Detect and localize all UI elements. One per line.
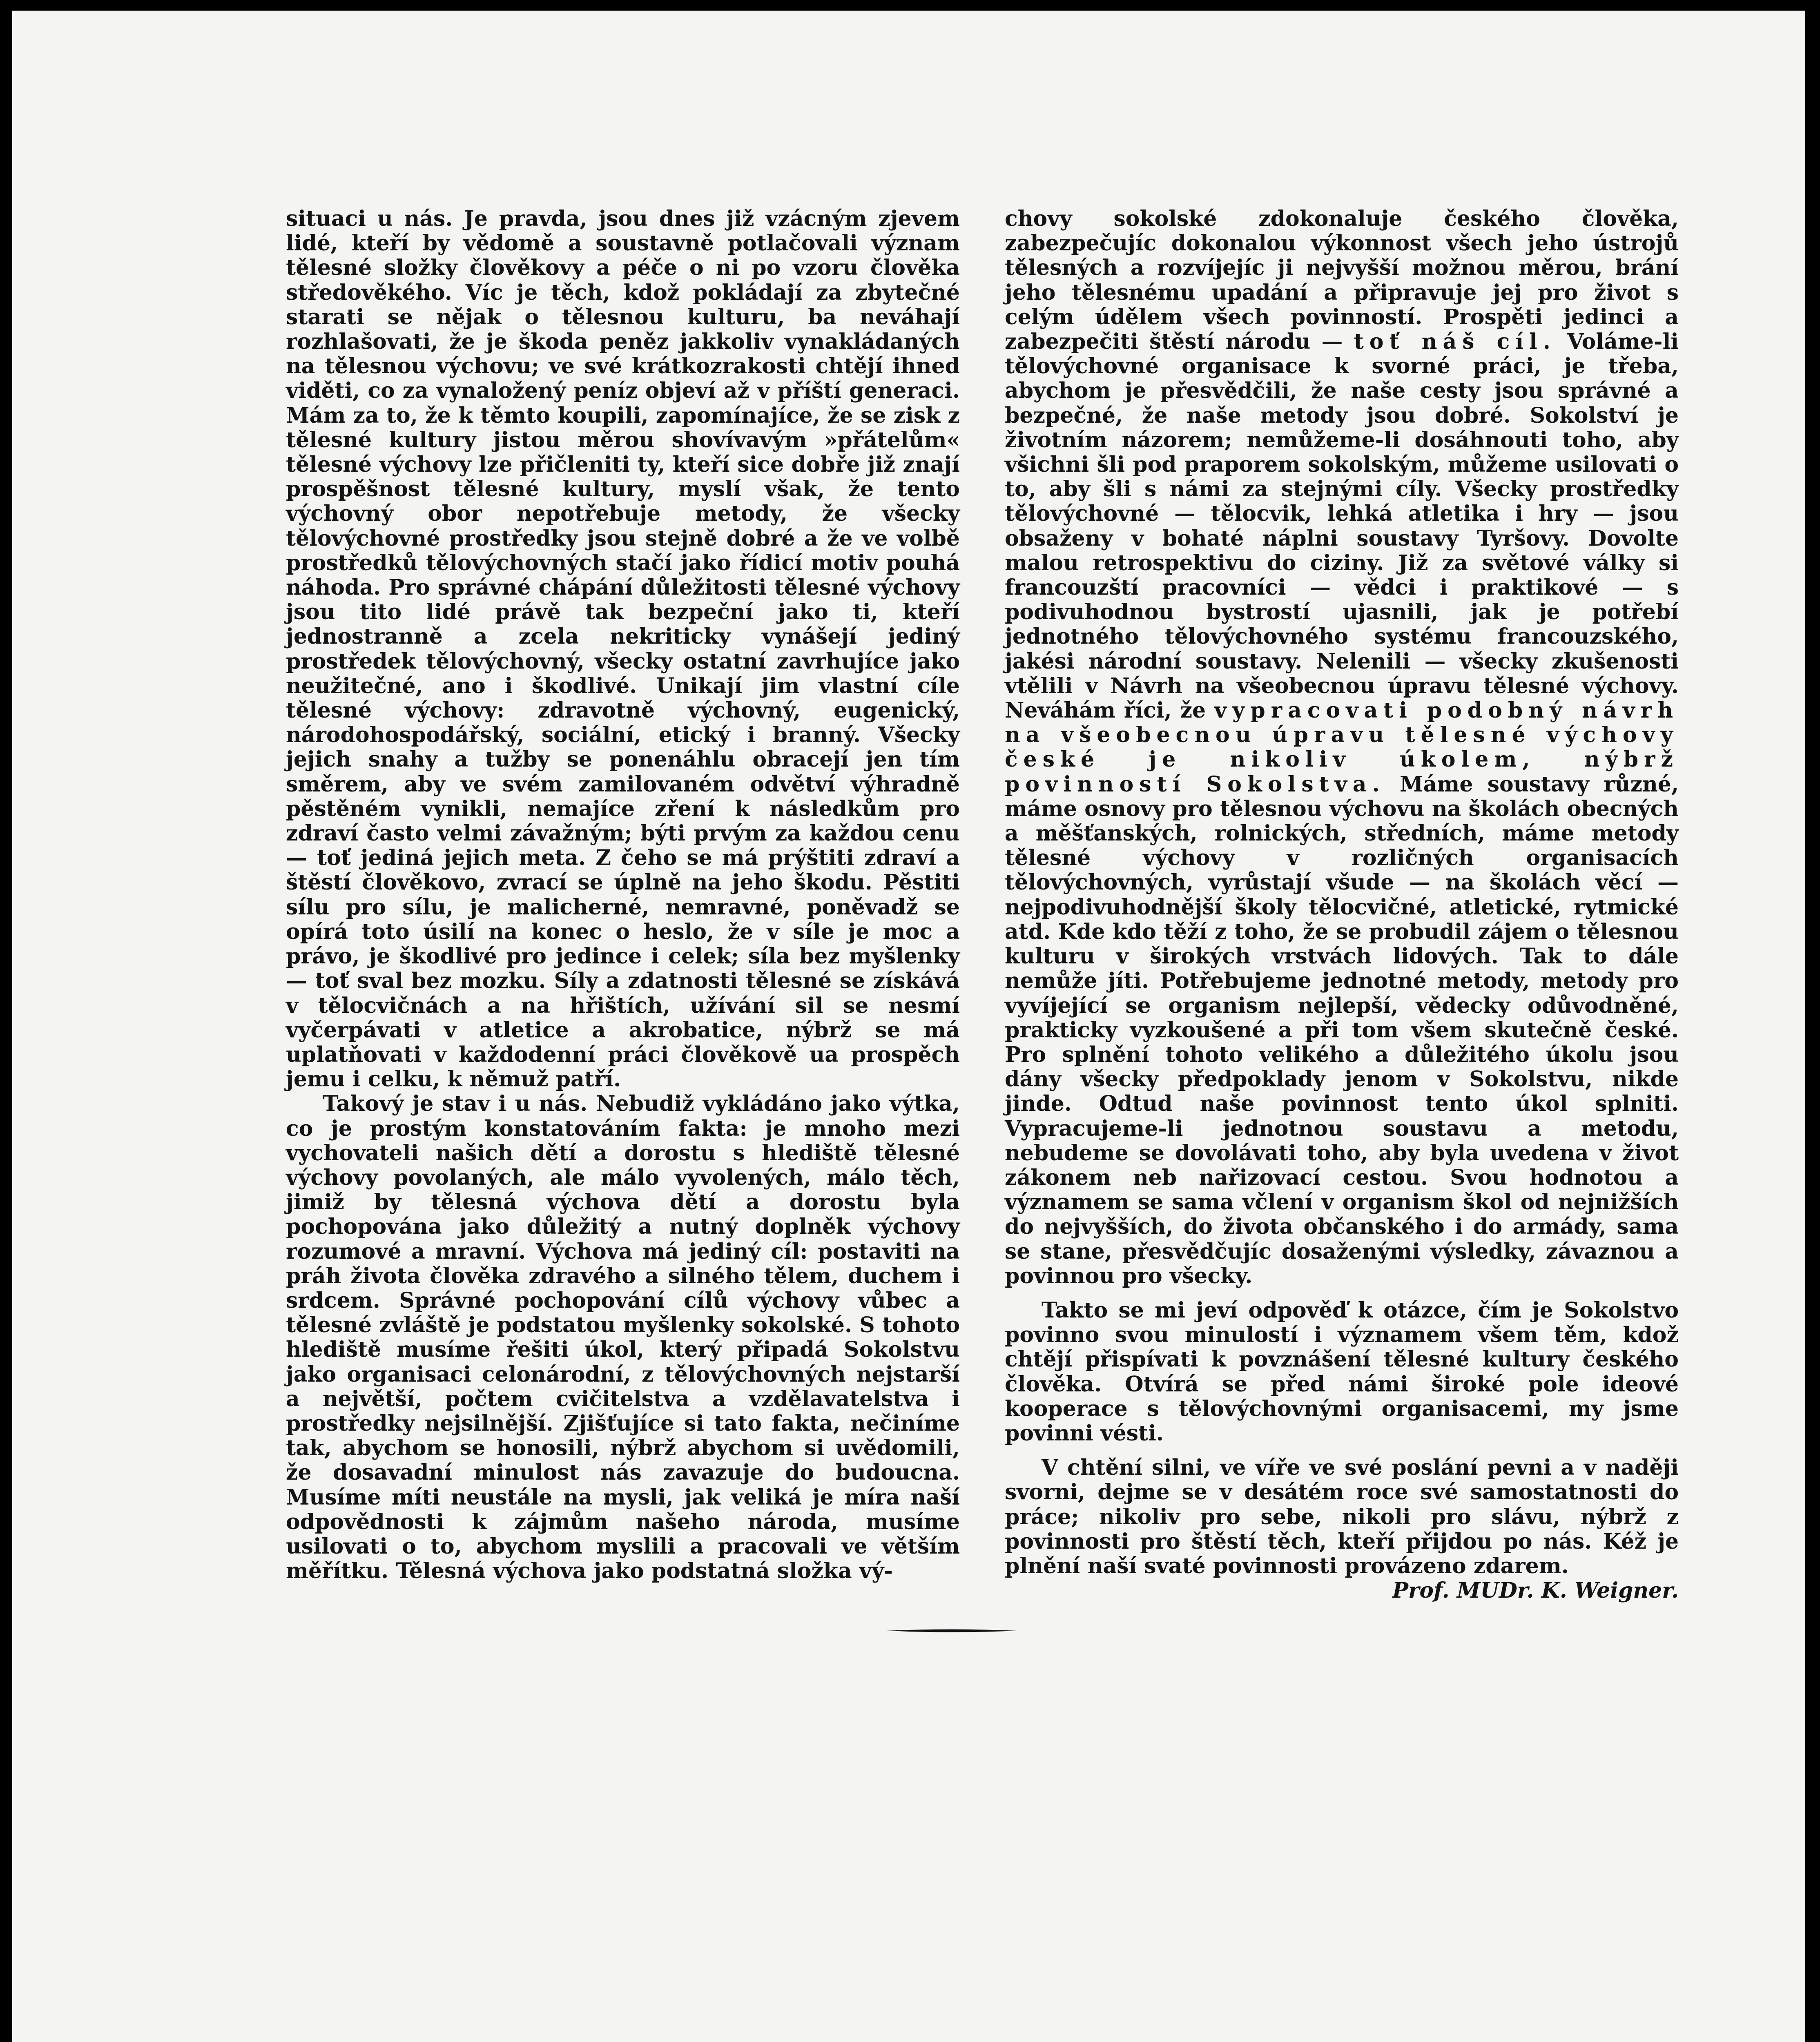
spaced-emphasis: vypracovati podobný návrh na všeobecnou úpravu tělesné výchovy české je nikoliv úkolem, nýbrž povinností Sokolstva. [1005,698,1679,797]
paragraph-text: Voláme-li tělovýchovné organisace k svorné práci, je třeba, abychom je přesvědčili, že naše cesty jsou správné a bezpečné, že naše metody jsou dobré. Sokolství je životním názorem; nemůžeme-li dosáhnouti toho, aby všichni šli pod praporem sokolským, můžeme usilovati o to, aby šli s námi za stejnými cíly. Všecky prostředky tělovýchovné — tělocvik, lehká atletika i hry — jsou obsaženy v bohaté náplni soustavy Tyršovy. Dovolte malou retrospektivu do ciziny. Již za světové války si francouzští pracovníci — vědci i praktikové — s podivuhodnou bystrostí ujasnili, jak je potřebí jednotného tělovýchovného systému francouzského, jakési národní soustavy. Nelenili — všecky zkušenosti vtělili v Návrh na všeobecnou úpravu tělesné výchovy. Neváhám říci, že [1005,329,1679,723]
left-column [286,207,960,1583]
paragraph: situaci u nás. Je pravda, jsou dnes již vzácným zjevem lidé, kteří by vědomě a soustavně potlačovali význam tělesné složky člověkovy a péče o ni po vzoru člověka středověkého. Víc je těch, kdož pokládají za zbytečné starati se nějak o tělesnou kulturu, ba neváhají rozhlašovati, že je škoda peněz jakkoliv vynakládaných na tělesnou výchovu; ve své krátkozrakosti chtějí ihned viděti, co za vynaložený peníz objeví až v příští generaci. Mám za to, že k těmto koupili, zapomínajíce, že se zisk z tělesné kultury jistou měrou shovívavým »přátelům« tělesné výchovy lze přičleniti ty, kteří sice dobře již znají prospěšnost tělesné kultury, myslí však, že tento výchovný obor nepotřebuje metody, že všecky tělovýchovné prostředky jsou stejně dobré a že ve volbě prostředků tělovýchovných stačí jako řídicí motiv pouhá náhoda. Pro správné chápání důležitosti tělesné výchovy jsou tito lidé právě tak bezpeční jako ti, kteří jednostranně a zcela nekriticky vynášejí jediný prostředek tělovýchovný, všecky ostatní zavrhujíce jako neužitečné, ano i škodlivé. Unikají jim vlastní cíle tělesné výchovy: zdravotně výchovný, eugenický, národohospodářský, sociální, etický i branný. Všecky jejich snahy a tužby se ponenáhlu obracejí jen tím směrem, aby ve svém zamilovaném odvětví výhradně pěstěném vynikli, nemajíce zření k následkům pro zdraví často velmi závažným; býti prvým za každou cenu — toť jediná jejich meta. Z čeho se má prýštiti zdraví a štěstí člověkovo, zvrací se úplně na jeho škodu. Pěstiti sílu pro sílu, je malicherné, nemravné, poněvadž se opírá toto úsilí na konec o heslo, že v síle je moc a právo, je škodlivé pro jedince i celek; síla bez myšlenky — toť sval bez mozku. Síly a zdatnosti tělesné se získává v tělocvičnách a na hřištích, užívání sil se nesmí vyčerpávati v atletice a akrobatice, nýbrž se má uplatňovati v každodenní práci člověkově ua prospěch jemu i celku, k němuž patří. [286,206,960,1092]
paragraph-text: Máme soustavy různé, máme osnovy pro tělesnou výchovu na školách obecných a měšťanských, rolnických, středních, máme metody tělesné výchovy v rozličných organisacích tělovýchovných, vyrůstají všude — na školách věcí — nejpodivuhodnější školy tělocvičné, atletické, rytmické atd. Kde kdo těží z toho, že se probudil zájem o tělesnou kulturu v širokých vrstvách lidových. Tak to dále nemůže jíti. Potřebujeme jednotné metody, metody pro vyvíjející se organism nejlepší, vědecky odůvodněné, prakticky vyzkoušené a při tom všem skutečně české. Pro splnění tohoto velikého a důležitého úkolu jsou dány všecky předpoklady jenom v Sokolstvu, nikde jinde. Odtud naše povinnost tento úkol splniti. Vypracujeme-li jednotnou soustavu a metodu, nebudeme se dovolávati toho, aby byla uvedena v život zákonem neb nařizovací cestou. Svou hodnotou a významem se sama včlení v organism škol od nejnižších do nejvyšších, do života občanského i do armády, sama se stane, přesvědčujíc dosaženými výsledky, závaznou a povinnou pro všecky. [1005,771,1679,1289]
paragraph [1005,207,1679,1289]
author-signature: Prof. MUDr. K. Weigner. [1392,1578,1679,1603]
right-column [1005,207,1679,1603]
paragraph: Takový je stav i u nás. Nebudiž vykládáno jako výtka, co je prostým konstatováním fakta: je mnoho mezi vychovateli našich dětí a dorostu s hlediště tělesné výchovy povolaných, ale málo vyvolených, málo těch, jimiž by tělesná výchova dětí a dorostu byla pochopována jako důležitý a nutný doplněk výchovy rozumové a mravní. Výchova má jediný cíl: postaviti na práh života člověka zdravého a silného tělem, duchem i srdcem. Správné pochopování cílů výchovy vůbec a tělesné zvláště je podstatou myšlenky sokolské. S tohoto hlediště musíme řešiti úkol, který připadá Sokolstvu jako organisaci celonárodní, z tělovýchovných nejstarší a největší, počtem cvičitelstva a vzdělavatelstva i prostředky nejsilnější. Zjišťujíce si tato fakta, nečiníme tak, abychom se honosili, nýbrž abychom si uvědomili, že dosavadní minulost nás zavazuje do budoucna. Musíme míti neustále na mysli, jak veliká je míra naší odpovědnosti k zájmům našeho národa, musíme usilovati o to, abychom myslili a pracovali ve větším měřítku. Tělesná výchova jako podstatná složka vý- [286,1091,960,1584]
paragraph: V chtění silni, ve víře ve své poslání pevni a v naději svorni, dejme se v desátém roce své samostatnosti do práce; nikoliv pro sebe, nikoli pro slávu, nýbrž z povinnosti pro štěstí těch, kteří přijdou po nás. Kéž je plnění naší svaté povinnosti provázeno zdarem. [1005,1455,1679,1578]
ornamental-rule [886,1628,1017,1634]
spaced-emphasis: toť náš cíl. [1354,329,1556,354]
article-body [286,207,1679,1612]
paragraph: Takto se mi jeví odpověď k otázce, čím je Sokolstvo povinno svou minulostí i významem všem těm, kdož chtějí přispívati k povznášení tělesné kultury českého člověka. Otvírá se před námi široké pole ideové kooperace s tělovýchovnými organisacemi, my jsme povinni vésti. [1005,1297,1679,1446]
paragraph-text: chovy sokolské zdokonaluje českého člověka, zabezpečujíc dokonalou výkonnost všech jeho ústrojů tělesných a rozvíjejíc ji nejvyšší možnou měrou, brání jeho tělesnému upadání a připravuje jej pro život s celým údělem všech povinností. Prospěti jedinci a zabezpečiti štěstí národu — [1005,206,1679,354]
page [12,11,1805,2042]
